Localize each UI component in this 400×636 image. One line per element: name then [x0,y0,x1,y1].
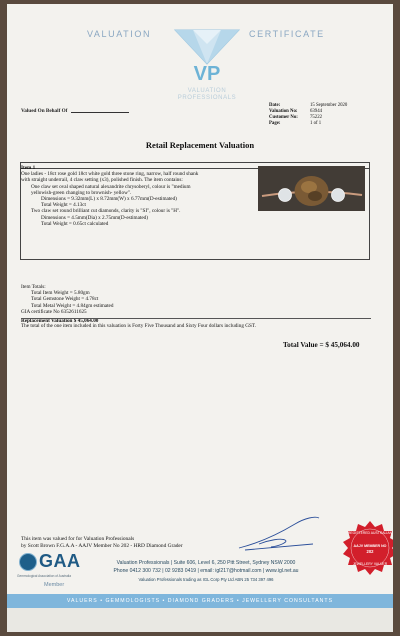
meta-row [269,121,347,127]
seal-top-text: REGISTERED AUSTRALIAN [347,531,393,535]
footer-band-bottom [7,608,393,632]
item-heading: Item 1 [21,165,36,171]
valued-on-behalf-of [21,108,129,114]
meta-label: Page: [269,121,281,126]
seal-bottom-text: JEWELLERY VALUER [352,562,388,566]
gaa-emblem-icon [19,553,37,571]
behalf-blank-line [71,112,129,113]
item-line: Two claw set round brilliant cut diamonds, clarity is "SI", colour is "H". [31,208,181,215]
valued-by-line: This item was valued for for Valuation Professionals [21,536,135,542]
valued-by-block [21,536,183,550]
page-title: Retail Replacement Valuation [145,140,255,150]
gaa-name: GAA [39,551,81,571]
header-right-text: CERTIFICATE [249,29,325,39]
meta-value: 63944 [310,109,322,114]
vp-logo-text: VP [193,63,221,85]
total-value: Total Value = $ 45,064.00 [283,341,360,349]
valued-on-behalf-of-label: Valued On Behalf Of [21,108,68,114]
footer-line: Phone 0412 300 732 | 02 9283 0419 | email: igl217@hotmail.com | www.igl.net.au [113,567,299,574]
meta-label: Valuation No: [269,109,298,114]
footer-contact [86,560,326,583]
totals-line: Total Item Weight = 5.80gm [31,290,90,297]
header-left-text: VALUATION [87,29,152,39]
aajv-seal-icon [342,520,393,576]
vp-logo-subtitle: VALUATION PROFESSIONALS [177,88,237,101]
meta-block [269,103,347,127]
signature-icon [235,514,325,554]
gaa-member: Member [44,582,65,588]
replacement-valuation: Replacement Valuation $ 45,064.00 [21,318,99,325]
meta-value: 1 of 1 [310,121,322,126]
certificate-page [7,4,393,632]
item-line: One claw set oval shaped natural alexandrite chrysoberyl, colour is "medium [31,183,191,190]
item-description [21,165,257,227]
totals-line: Total Metal Weight = 4.84gm estimated [31,302,114,309]
item-line: yellowish-green changing to brownish- yellow". [31,189,132,196]
meta-value: 75222 [310,115,322,120]
footer-line: Valuation Professionals trading as IGL Corp Pty Ltd ABN 25 734 397 496 [138,576,274,582]
ring-photo [258,166,365,211]
footer-band: VALUERS • GEMMOLOGISTS • DIAMOND GRADERS • JEWELLERY CONSULTANTS [7,594,393,608]
item-line: One ladies - 18ct rose gold 18ct white gold three stone ring, narrow, half round shank [21,171,199,178]
footer-line: Valuation Professionals | Suite 606, Level 6, 250 Pitt Street, Sydney NSW 2000 [116,560,296,566]
seal-number: 202 [366,549,374,554]
meta-label: Customer No: [269,115,298,120]
item-line: with straight underrail, 4 claw setting (x3), polished finish. The item contains: [21,177,183,184]
gia-certificate: GIA certificate No 6352611625 [21,308,87,315]
item-lines [21,171,257,227]
total-in-words: The total of the one item included in this valuation is Forty Five Thousand and Sixty Four dollars including GST. [21,323,256,329]
valued-by-line: by Scott Brown F.G.A.A - AAJV Member No 202 - HRD Diamond Grader [21,543,183,549]
item-line: Total Weight = 4.13ct [41,202,86,209]
item-line: Dimensions = 9.32mm(L) x 8.72mm(W) x 6.77mm(D-estimated) [41,196,177,203]
item-line: Total Weight = 0.65ct calculated [41,220,109,227]
item-line: Dimensions = 4.5mm(Dia) x 2.75mm(D-estimated) [41,214,148,221]
gaa-subtitle: Gemmological Association of Australia [17,574,72,578]
meta-value: 15 September 2020 [310,103,348,108]
totals-line: Total Gemstone Weight = 4.78ct [31,296,99,303]
separator-line [21,318,371,319]
meta-label: Date: [269,103,281,108]
totals-heading: Item Totals: [21,284,46,290]
seal-mid-text: AAJV MEMBER NO [353,544,387,548]
